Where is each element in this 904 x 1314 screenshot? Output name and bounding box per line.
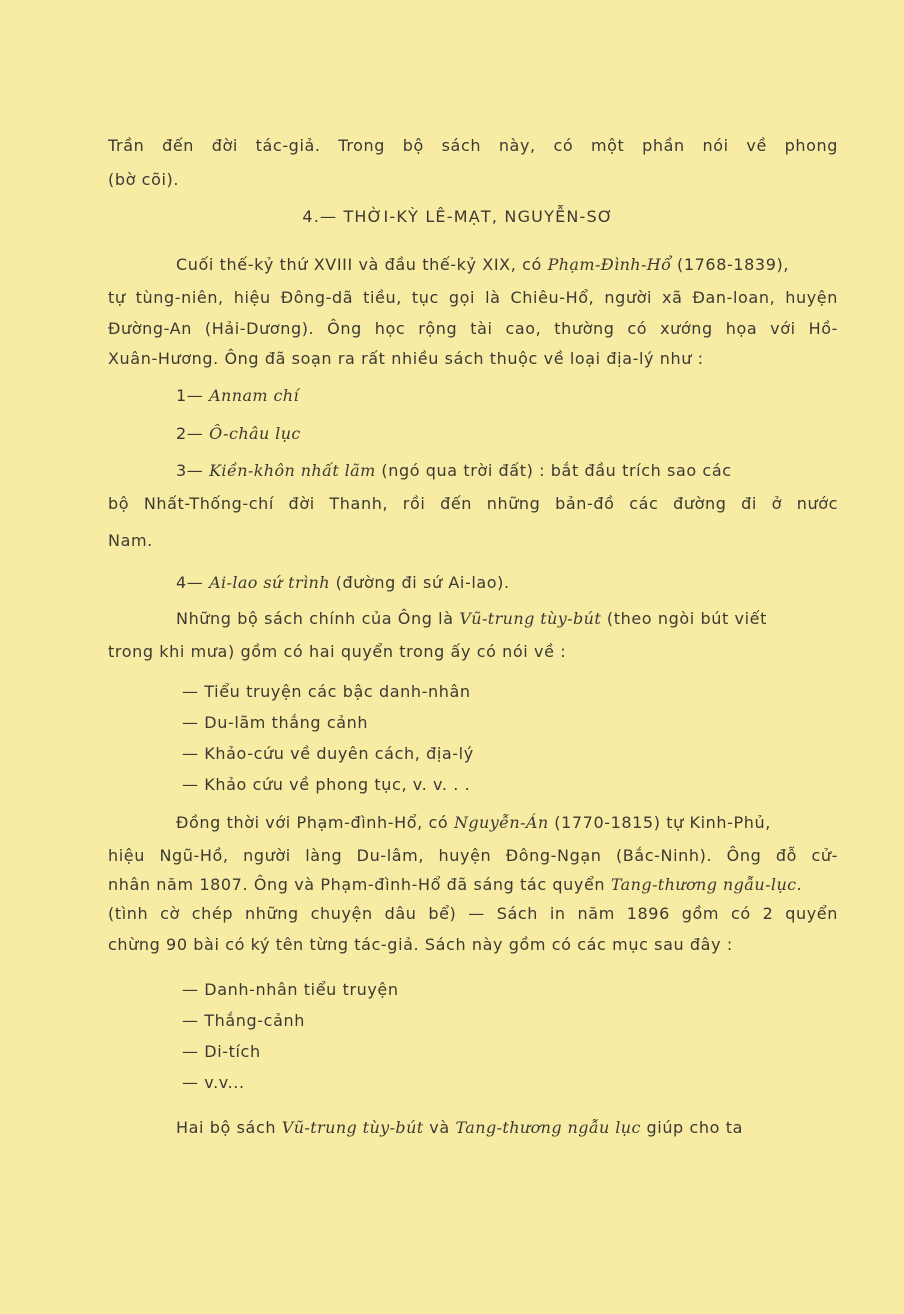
dash-list-item: — Thắng-cảnh — [182, 1011, 305, 1030]
text: (đường đi sứ Ai-lao). — [329, 573, 510, 592]
dash-list-item: — Danh-nhân tiểu truyện — [182, 980, 399, 999]
item-number: 3— — [176, 461, 210, 480]
item-number: 4— — [176, 573, 210, 592]
dash-list-item: — Du-lãm thắng cảnh — [182, 713, 369, 732]
numbered-item — [176, 423, 776, 445]
text: (1770-1815) tự Kinh-Phủ, — [548, 813, 771, 832]
text: (bờ cõi). — [108, 170, 180, 189]
italic-title: Kiền-khôn nhất lãm — [209, 461, 376, 480]
numbered-item — [176, 385, 776, 407]
dash-list-item: — Tiểu truyện các bậc danh-nhân — [182, 682, 471, 701]
item-number: 1— — [176, 386, 210, 405]
italic-title: Vũ-trung tùy-bút — [281, 1118, 424, 1137]
text: bộ Nhất-Thống-chí đời Thanh, rồi đến những bản-đồ các đường đi ở nước — [108, 494, 838, 513]
text: nhân năm 1807. Ông và Phạm-đình-Hổ đã sáng tác quyển — [108, 875, 611, 894]
text: Hai bộ sách — [176, 1118, 282, 1137]
section-heading: 4.— THỜI-KỲ LÊ-MẠT, NGUYỄN-SƠ — [302, 207, 614, 226]
dash-list-item: — Khảo-cứu về duyên cách, địa-lý — [182, 744, 474, 763]
text: giúp cho ta — [640, 1118, 743, 1137]
text: Xuân-Hương. Ông đã soạn ra rất nhiều sách thuộc về loại địa-lý như : — [108, 349, 704, 368]
text-line — [108, 493, 838, 515]
text: (ngó qua trời đất) : bắt đầu trích sao các — [375, 461, 732, 480]
italic-name: Phạm-Đình-Hổ — [547, 255, 672, 274]
italic-title: Ô-châu lục — [209, 424, 301, 443]
text: Trần đến đời tác-giả. Trong bộ sách này, có một phần nói về phong — [108, 136, 838, 155]
text-line — [108, 641, 838, 663]
italic-title: Ai-lao sứ trình — [209, 573, 330, 592]
text-line — [108, 135, 838, 157]
text: trong khi mưa) gồm có hai quyển trong ấy có nói về : — [108, 642, 567, 661]
item-number: 2— — [176, 424, 210, 443]
italic-title: Tang-thương ngẫu-lục. — [610, 875, 803, 894]
text: Cuối thế-kỷ thứ XVIII và đầu thế-kỷ XIX, có — [176, 255, 548, 274]
text-line — [108, 287, 838, 309]
text-line — [108, 874, 838, 896]
dash-list-item: — v.v... — [182, 1073, 245, 1092]
italic-title: Vũ-trung tùy-bút — [459, 609, 602, 628]
text-line — [108, 348, 838, 370]
text: (1768-1839), — [671, 255, 790, 274]
italic-title: Tang-thương ngẫu lục — [455, 1118, 641, 1137]
text-line — [176, 812, 838, 834]
text-line — [108, 530, 838, 552]
text: chừng 90 bài có ký tên từng tác-giả. Sách này gồm có các mục sau đây : — [108, 935, 733, 954]
text-line — [176, 1117, 838, 1139]
text: Đồng thời với Phạm-đình-Hổ, có — [176, 813, 454, 832]
text: hiệu Ngũ-Hồ, người làng Du-lâm, huyện Đông-Ngạn (Bắc-Ninh). Ông đỗ cử- — [108, 846, 838, 865]
text-line — [108, 318, 838, 340]
text: (theo ngòi bút viết — [601, 609, 767, 628]
numbered-item — [176, 460, 838, 482]
text: Nam. — [108, 531, 153, 550]
text-line — [108, 903, 838, 925]
text-line — [108, 169, 838, 191]
text: (tình cờ chép những chuyện dâu bể) — Sách in năm 1896 gồm có 2 quyển — [108, 904, 838, 923]
dash-list-item: — Di-tích — [182, 1042, 261, 1061]
text: và — [423, 1118, 456, 1137]
text-line — [176, 608, 838, 630]
text: Những bộ sách chính của Ông là — [176, 609, 460, 628]
text-line — [108, 845, 838, 867]
text-line — [108, 934, 838, 956]
dash-list-item: — Khảo cứu về phong tục, v. v. . . — [182, 775, 471, 794]
text-line — [176, 254, 838, 276]
text: tự tùng-niên, hiệu Đông-dã tiều, tục gọi là Chiêu-Hổ, người xã Đan-loan, huyện — [108, 288, 838, 307]
italic-name: Nguyễn-Án — [453, 813, 549, 832]
numbered-item — [176, 572, 776, 594]
italic-title: Annam chí — [209, 386, 300, 405]
text: Đường-An (Hải-Dương). Ông học rộng tài cao, thường có xướng họa với Hồ- — [108, 319, 838, 338]
